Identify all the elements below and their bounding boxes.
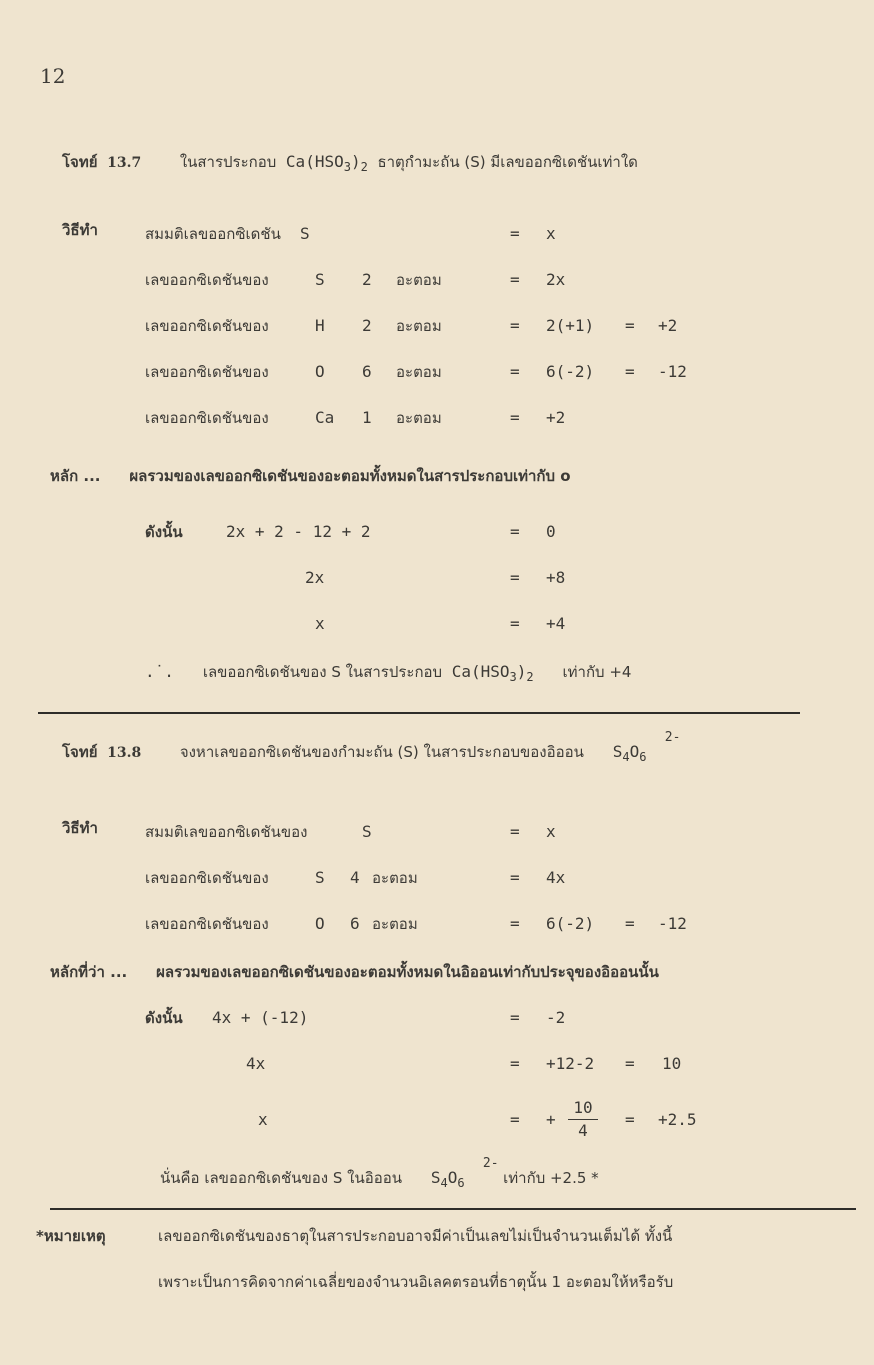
- problem-number: 13.7: [107, 155, 142, 171]
- fraction-denominator: 4: [578, 1121, 588, 1140]
- problem-heading: [62, 152, 638, 177]
- therefore-symbol: .˙.: [145, 662, 174, 681]
- conclusion: นั่นคือ เลขออกซิเดชันของ S ในอิออน $S_4O_6$ 2- เท่ากับ +2.5 *: [160, 1168, 599, 1193]
- solution-label: วิธีทำ: [62, 221, 98, 239]
- fraction-numerator: 10: [573, 1098, 593, 1117]
- therefore-label: ดังนั้น: [145, 523, 183, 541]
- footnote-label: *หมายเหตุ: [36, 1227, 106, 1245]
- principle: หลักที่ว่า ... ผลรวมของเลขออกซิเดชันของอะตอมทั้งหมดในอิออนเท่ากับประจุของอิออนนั้น: [50, 963, 659, 981]
- compound-formula: $Ca(HSO_3)_2$: [285, 152, 368, 175]
- footnote-line: เพราะเป็นการคิดจากค่าเฉลี่ยของจำนวนอิเลคตรอนที่ธาตุนั้น 1 อะตอมให้หรือรับ: [158, 1273, 674, 1291]
- problem-text-before: ในสารประกอบ: [179, 153, 277, 171]
- divider: [50, 1208, 856, 1210]
- problem-text-after: ธาตุกำมะถัน (S) มีเลขออกซิเดชันเท่าใด: [377, 153, 638, 171]
- problem-label: โจทย์: [62, 153, 98, 171]
- solution-label: วิธีทำ: [62, 819, 98, 837]
- footnote-line: เลขออกซิเดชันของธาตุในสารประกอบอาจมีค่าเป็นเลขไม่เป็นจำนวนเต็มได้ ทั้งนี้: [158, 1227, 673, 1245]
- ion-formula: $S_4O_6$ 2-: [612, 730, 681, 765]
- page-number: 12: [40, 64, 66, 88]
- document-page: 12 โจทย์ 13.7 ในสารประกอบ $Ca(HSO_3)_2$ ธาตุกำมะถัน (S) มีเลขออกซิเดชันเท่าใด วิธีทำ สมมติเลขออกซิเดชัน S = x เลขออกซิเดชันของ S 2 อะตอม = 2x เลขออกซิเดชันของ H 2 อะตอม = 2(+1) = +2 เลขออกซิเดชันของ O 6 อะตอม = 6(-2) = -12 เลขออกซิเดชันของ Ca 1 อะตอม = +2 หลัก ... ผลรวมของเลขออกซิเดชันของอะตอมทั้งหมดในสารประกอบเท่ากับ o ดังนั้น 2x + 2 - 12 + 2 = 0 2x = +8 x = +4 .˙. เลขออกซิเดชันของ S ในสารประกอบ $Ca(HSO_3)_2$ เท่ากับ +4 โจทย์ 13.8 จงหาเลขออกซิเดชันของกำมะถัน (S) ในสารประกอบของอิออน $S_4O_6$ 2- วิธีทำ สมมติเลขออกซิเดชันของ S = x เลขออกซิเดชันของ S 4 อะตอม = 4x เลขออกซิเดชันของ O 6 อะตอม = 6(-2) = -12 หลักที่ว่า ... ผลรวมของเลขออกซิเดชันของอะตอมทั้งหมดในอิออนเท่ากับประจุของอิออนนั้น ดังนั้น 4x + (-12) = -2 4x = +12-2 = 10 x = + $\frac{10}{4}$ = +2.5 นั่นคือ เลขออกซิเดชันของ S ในอิออน $S_4O_6$ 2- เท่ากับ +2.5 * *หมายเหตุ เลขออกซิเดชันของธาตุในสารประกอบอาจมีค่าเป็นเลขไม่เป็นจำนวนเต็มได้ ทั้งนี้ เพราะเป็นการคิดจากค่าเฉลี่ยของจำนวนอิเลคตรอนที่ธาตุนั้น 1 อะตอมให้หรือรับ: [0, 0, 874, 1365]
- fraction: [568, 1098, 598, 1141]
- ion-formula: $S_4O_6$ 2-: [430, 1156, 499, 1191]
- therefore-label: ดังนั้น: [145, 1009, 183, 1027]
- problem-heading: โจทย์ 13.8 จงหาเลขออกซิเดชันของกำมะถัน (S) ในสารประกอบของอิออน $S_4O_6$ 2-: [62, 742, 647, 767]
- divider: [38, 712, 800, 714]
- principle: หลัก ... ผลรวมของเลขออกซิเดชันของอะตอมทั้งหมดในสารประกอบเท่ากับ o: [50, 467, 571, 485]
- conclusion: .˙. เลขออกซิเดชันของ S ในสารประกอบ $Ca(HSO_3)_2$ เท่ากับ +4: [145, 662, 632, 685]
